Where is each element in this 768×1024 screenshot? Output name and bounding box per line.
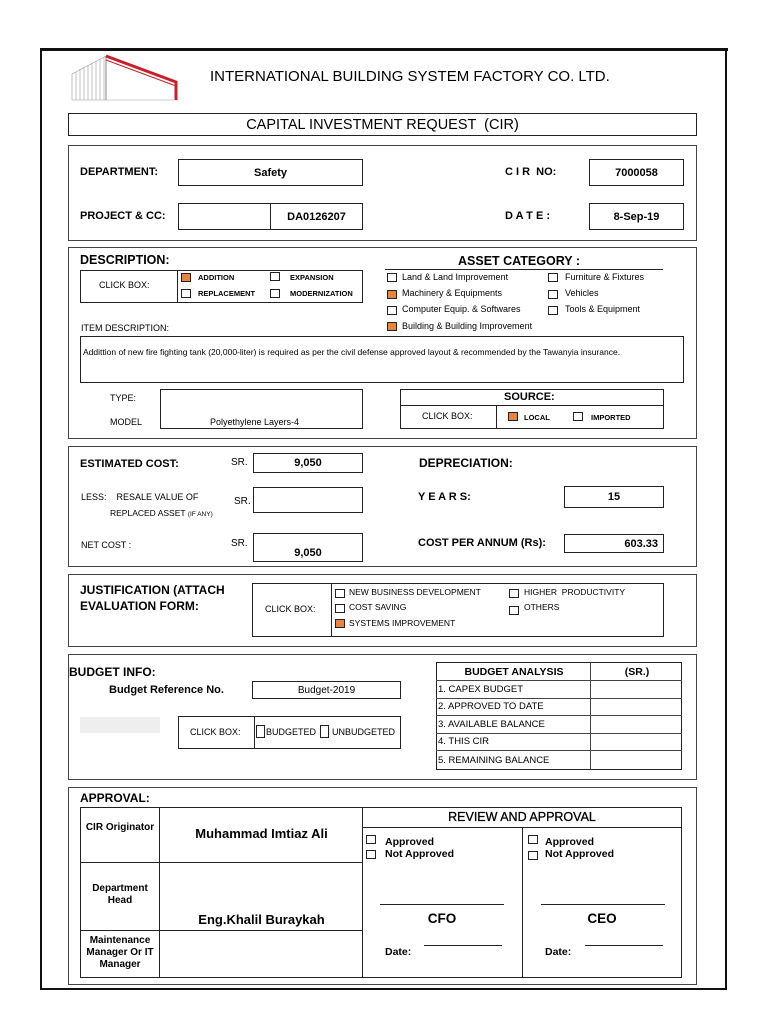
divider: [80, 862, 363, 863]
divider: [400, 405, 664, 406]
sr-label: SR.: [234, 496, 251, 507]
machinery-label: Machinery & Equipments: [402, 288, 503, 298]
sr-header: (SR.): [590, 663, 682, 681]
cfo-not-approved-checkbox[interactable]: [366, 850, 376, 859]
ceo-not-approved-checkbox[interactable]: [528, 851, 538, 860]
approval-title: APPROVAL:: [80, 791, 150, 805]
cir-no-field[interactable]: 7000058: [589, 159, 684, 186]
years-field[interactable]: 15: [564, 486, 664, 508]
ceo-date-label: Date:: [545, 946, 572, 958]
systems-improvement-label: SYSTEMS IMPROVEMENT: [349, 618, 456, 628]
source-click-label: CLICK BOX:: [422, 411, 473, 421]
expansion-checkbox[interactable]: [270, 272, 280, 281]
others-label: OTHERS: [524, 602, 560, 612]
divider: [496, 405, 497, 429]
description-title: DESCRIPTION:: [80, 253, 170, 267]
unbudgeted-label: UNBUDGETED: [332, 727, 396, 737]
cfo-signature-line: [380, 904, 504, 905]
computer-label: Computer Equip. & Softwares: [402, 304, 521, 314]
cir-no-label: C I R NO:: [505, 166, 557, 178]
originator-label: CIR Originator: [85, 822, 155, 833]
budgeted-label: BUDGETED: [266, 727, 317, 737]
item-description-field[interactable]: [80, 336, 684, 383]
modernization-label: MODERNIZATION: [290, 289, 353, 298]
originator-name: Muhammad Imtiaz Ali: [195, 826, 328, 841]
cfo-not-approved-label: Not Approved: [385, 848, 455, 860]
replacement-checkbox[interactable]: [181, 289, 191, 298]
form-title: CAPITAL INVESTMENT REQUEST (CIR): [246, 116, 519, 133]
company-name: INTERNATIONAL BUILDING SYSTEM FACTORY CO. LTD.: [210, 68, 610, 85]
addition-label: ADDITION: [198, 273, 235, 282]
divider: [331, 583, 332, 637]
furniture-checkbox[interactable]: [548, 273, 558, 282]
imported-label: IMPORTED: [591, 413, 631, 422]
cfo-approved-label: Approved: [385, 836, 435, 848]
machinery-checkbox[interactable]: [387, 290, 397, 299]
replacement-label: REPLACEMENT: [198, 289, 256, 298]
budget-row-approved: 2. APPROVED TO DATE: [436, 699, 682, 717]
budget-info-title: BUDGET INFO:: [69, 665, 156, 679]
others-checkbox[interactable]: [509, 606, 519, 615]
years-label: Y E A R S:: [418, 491, 471, 503]
cost-per-annum-label: COST PER ANNUM (Rs):: [418, 537, 546, 549]
new-business-checkbox[interactable]: [335, 589, 345, 598]
description-click-label: CLICK BOX:: [99, 280, 150, 290]
date-label: D A T E :: [505, 210, 551, 222]
cost-saving-checkbox[interactable]: [335, 604, 345, 613]
item-description-label: ITEM DESCRIPTION:: [81, 323, 170, 333]
budget-row-available: 3. AVAILABLE BALANCE: [436, 716, 682, 734]
tools-checkbox[interactable]: [548, 306, 558, 315]
page-bottom-border: [40, 988, 727, 990]
budget-ref-field[interactable]: Budget-2019: [252, 681, 401, 699]
if-any-text: (IF ANY): [187, 511, 213, 518]
asset-category-title: ASSET CATEGORY :: [458, 254, 581, 268]
budget-row-remaining: 5. REMAINING BALANCE: [438, 754, 550, 766]
dept-head-name: Eng.Khalil Buraykah: [198, 912, 325, 927]
evaluation-form-title: EVALUATION FORM:: [80, 599, 199, 613]
vehicles-label: Vehicles: [565, 288, 599, 298]
divider: [522, 827, 523, 978]
divider: [80, 930, 363, 931]
building-checkbox[interactable]: [387, 322, 397, 331]
divider: [254, 716, 255, 749]
date-field[interactable]: 8-Sep-19: [589, 203, 684, 230]
justification-title: JUSTIFICATION (ATTACH: [80, 583, 225, 597]
source-title: SOURCE:: [504, 391, 555, 403]
imported-checkbox[interactable]: [573, 412, 583, 421]
cost-per-annum-field[interactable]: 603.33: [564, 534, 664, 553]
land-label: Land & Land Improvement: [402, 272, 509, 282]
model-label: MODEL: [110, 417, 143, 427]
justification-click-label: CLICK BOX:: [265, 604, 316, 614]
maintenance-label: Maintenance Manager Or IT Manager: [86, 935, 154, 970]
modernization-checkbox[interactable]: [270, 289, 280, 298]
cfo-date-label: Date:: [385, 946, 412, 958]
estimated-cost-label: ESTIMATED COST:: [80, 458, 179, 470]
ceo-approved-label: Approved: [545, 836, 595, 848]
expansion-label: EXPANSION: [290, 273, 334, 282]
addition-checkbox[interactable]: [181, 273, 191, 282]
less-label: LESS: RESALE VALUE OF: [81, 492, 199, 502]
ceo-signature-line: [541, 904, 665, 905]
project-label: PROJECT & CC:: [80, 210, 166, 222]
budgeted-checkbox[interactable]: [256, 725, 265, 738]
land-checkbox[interactable]: [387, 273, 397, 282]
higher-productivity-checkbox[interactable]: [509, 589, 519, 598]
ceo-not-approved-label: Not Approved: [545, 848, 615, 860]
department-field[interactable]: Safety: [178, 159, 363, 186]
department-label: DEPARTMENT:: [80, 166, 159, 178]
budget-analysis-header: BUDGET ANALYSIS: [436, 663, 590, 681]
budget-row-capex: 1. CAPEX BUDGET: [436, 681, 682, 699]
tools-label: Tools & Equipment: [565, 304, 641, 314]
higher-productivity-label: HIGHER PRODUCTIVITY: [524, 587, 626, 597]
new-business-label: NEW BUSINESS DEVELOPMENT: [349, 587, 481, 597]
budget-ref-label: Budget Reference No.: [109, 684, 224, 696]
net-cost-label: NET COST :: [81, 540, 132, 550]
depreciation-label: DEPRECIATION:: [419, 456, 513, 470]
page-top-border: [40, 48, 728, 51]
systems-improvement-checkbox[interactable]: [335, 619, 345, 628]
page-right-border: [725, 48, 727, 990]
ceo-label: CEO: [587, 911, 617, 926]
budget-row-this-cir: 4. THIS CIR: [436, 734, 682, 752]
local-label: LOCAL: [524, 413, 550, 422]
estimated-cost-field[interactable]: 9,050: [253, 453, 363, 473]
page-left-border: [40, 48, 42, 990]
asset-underline: [385, 269, 663, 270]
cfo-date-line: [424, 945, 502, 946]
resale-value-field[interactable]: [253, 487, 363, 513]
replaced-asset-label: [110, 508, 213, 518]
divider: [177, 270, 178, 303]
cc-field[interactable]: DA0126207: [270, 203, 363, 230]
budget-click-label: CLICK BOX:: [190, 727, 241, 737]
furniture-label: Furniture & Fixtures: [565, 272, 645, 282]
local-checkbox[interactable]: [508, 412, 518, 421]
sr-label: SR.: [231, 538, 248, 549]
computer-checkbox[interactable]: [387, 306, 397, 315]
ceo-approved-checkbox[interactable]: [528, 835, 538, 844]
replaced-asset-text: REPLACED ASSET: [110, 508, 186, 518]
project-field[interactable]: [178, 203, 271, 230]
company-logo: [70, 54, 180, 102]
item-description-text: Addittion of new fire fighting tank (20,000-liter) is required as per the civil defense approved layout & recommended by the Tawanyia insurance.: [83, 347, 621, 357]
building-label: Building & Building Improvement: [402, 321, 533, 331]
cfo-approved-checkbox[interactable]: [366, 835, 376, 844]
vehicles-checkbox[interactable]: [548, 290, 558, 299]
cfo-label: CFO: [427, 911, 457, 926]
ceo-date-line: [585, 945, 663, 946]
net-cost-field[interactable]: 9,050: [253, 533, 363, 562]
sr-label: SR.: [231, 457, 248, 468]
dept-head-label: Department Head: [92, 883, 148, 906]
type-label: TYPE:: [110, 393, 137, 403]
review-title: REVIEW AND APPROVAL: [448, 810, 596, 824]
grey-placeholder: [80, 717, 160, 733]
model-value: Polyethylene Layers-4: [210, 417, 300, 427]
cost-saving-label: COST SAVING: [349, 602, 407, 612]
unbudgeted-checkbox[interactable]: [320, 725, 329, 738]
form-title-box: [68, 113, 697, 136]
